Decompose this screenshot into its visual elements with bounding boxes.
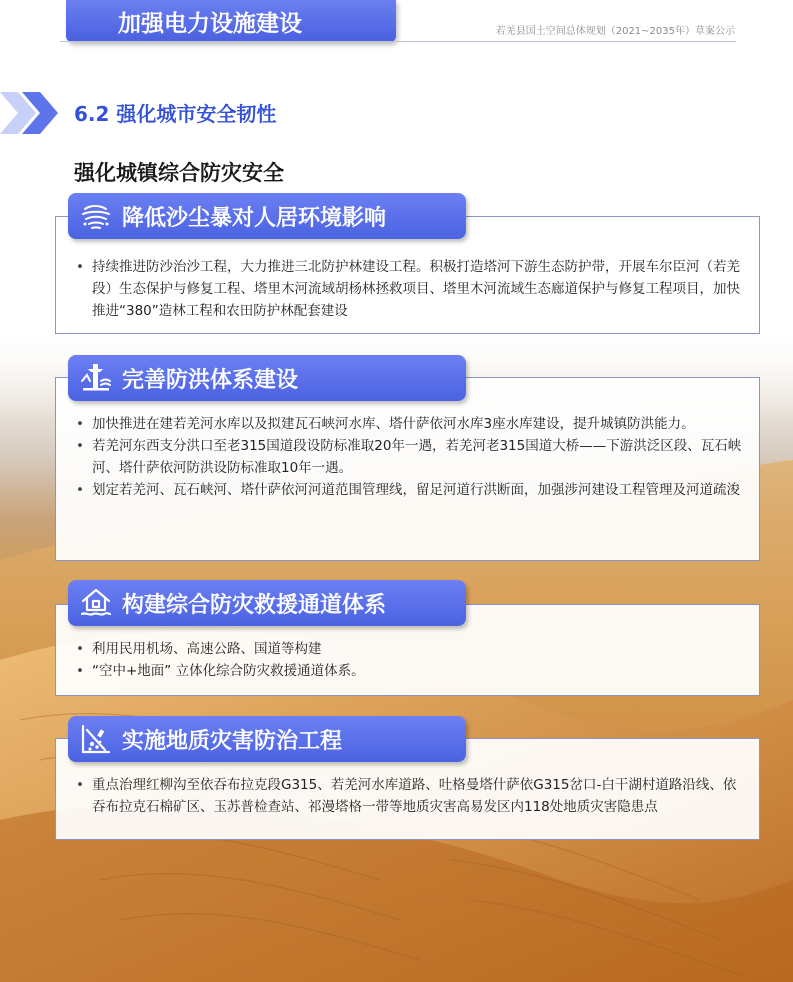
section-title: 6.2 强化城市安全韧性: [74, 102, 277, 126]
landslide-icon: [76, 721, 116, 757]
header-divider: [60, 41, 736, 42]
card-geohazard-header: [68, 716, 466, 762]
chevron-right-icon: [0, 88, 62, 138]
card-rescue-channel-list: [66, 638, 749, 682]
card-sandstorm-list: [66, 256, 749, 322]
card-flood-control-title: 完善防洪体系建设: [122, 367, 299, 393]
list-item: • 持续推进防沙治沙工程，大力推进三北防护林建设工程。积极打造塔河下游生态防护带，开展车尔臣河（若羌段）生态保护与修复工程、塔里木河流域胡杨林拯救项目、塔里木河流域生态廊道保护与修复工程项目，加快推进“380”造林工程和农田防护林配套建设: [66, 256, 749, 322]
list-item: • 利用民用机场、高速公路、国道等构建: [66, 638, 749, 660]
card-sandstorm-title: 降低沙尘暴对人居环境影响: [122, 205, 387, 231]
card-rescue-channel-header: [68, 580, 466, 626]
list-item: • 重点治理红柳沟至依吞布拉克段G315、若羌河水库道路、吐格曼塔什萨依G315岔口-白干湖村道路沿线、依吞布拉克石棉矿区、玉苏普检查站、祁漫塔格一带等地质灾害高易发区内118处地质灾害隐患点: [66, 774, 749, 818]
card-flood-control: [55, 377, 760, 561]
subsection-title: 强化城镇综合防灾安全: [74, 161, 284, 185]
list-item: • 加快推进在建若羌河水库以及拟建瓦石峡河水库、塔什萨依河水库3座水库建设，提升城镇防洪能力。: [66, 413, 749, 435]
card-rescue-channel-title: 构建综合防灾救援通道体系: [122, 592, 387, 618]
card-flood-control-list: [66, 413, 749, 501]
list-item: • 若羌河东西支分洪口至老315国道段设防标准取20年一遇，若羌河老315国道大桥——下游洪泛区段、瓦石峡河、塔什萨依河防洪设防标准取10年一遇。: [66, 435, 749, 479]
card-geohazard-title: 实施地质灾害防治工程: [122, 728, 343, 754]
card-flood-control-header: [68, 355, 466, 401]
chapter-tab-title: 加强电力设施建设: [118, 10, 302, 37]
plan-name: 若羌县国土空间总体规划（2021~2035年）草案公示: [495, 26, 735, 37]
list-item: • 划定若羌河、瓦石峡河、塔什萨依河河道范围管理线，留足河道行洪断面，加强涉河建设工程管理及河道疏浚: [66, 479, 749, 501]
card-sandstorm-header: [68, 193, 466, 239]
sandstorm-icon: [76, 198, 116, 234]
card-geohazard-list: [66, 774, 749, 818]
chapter-tab: [66, 0, 396, 42]
flooded-house-icon: [76, 585, 116, 621]
dam-icon: [76, 360, 116, 396]
list-item: • “空中+地面” 立体化综合防灾救援通道体系。: [66, 660, 749, 682]
